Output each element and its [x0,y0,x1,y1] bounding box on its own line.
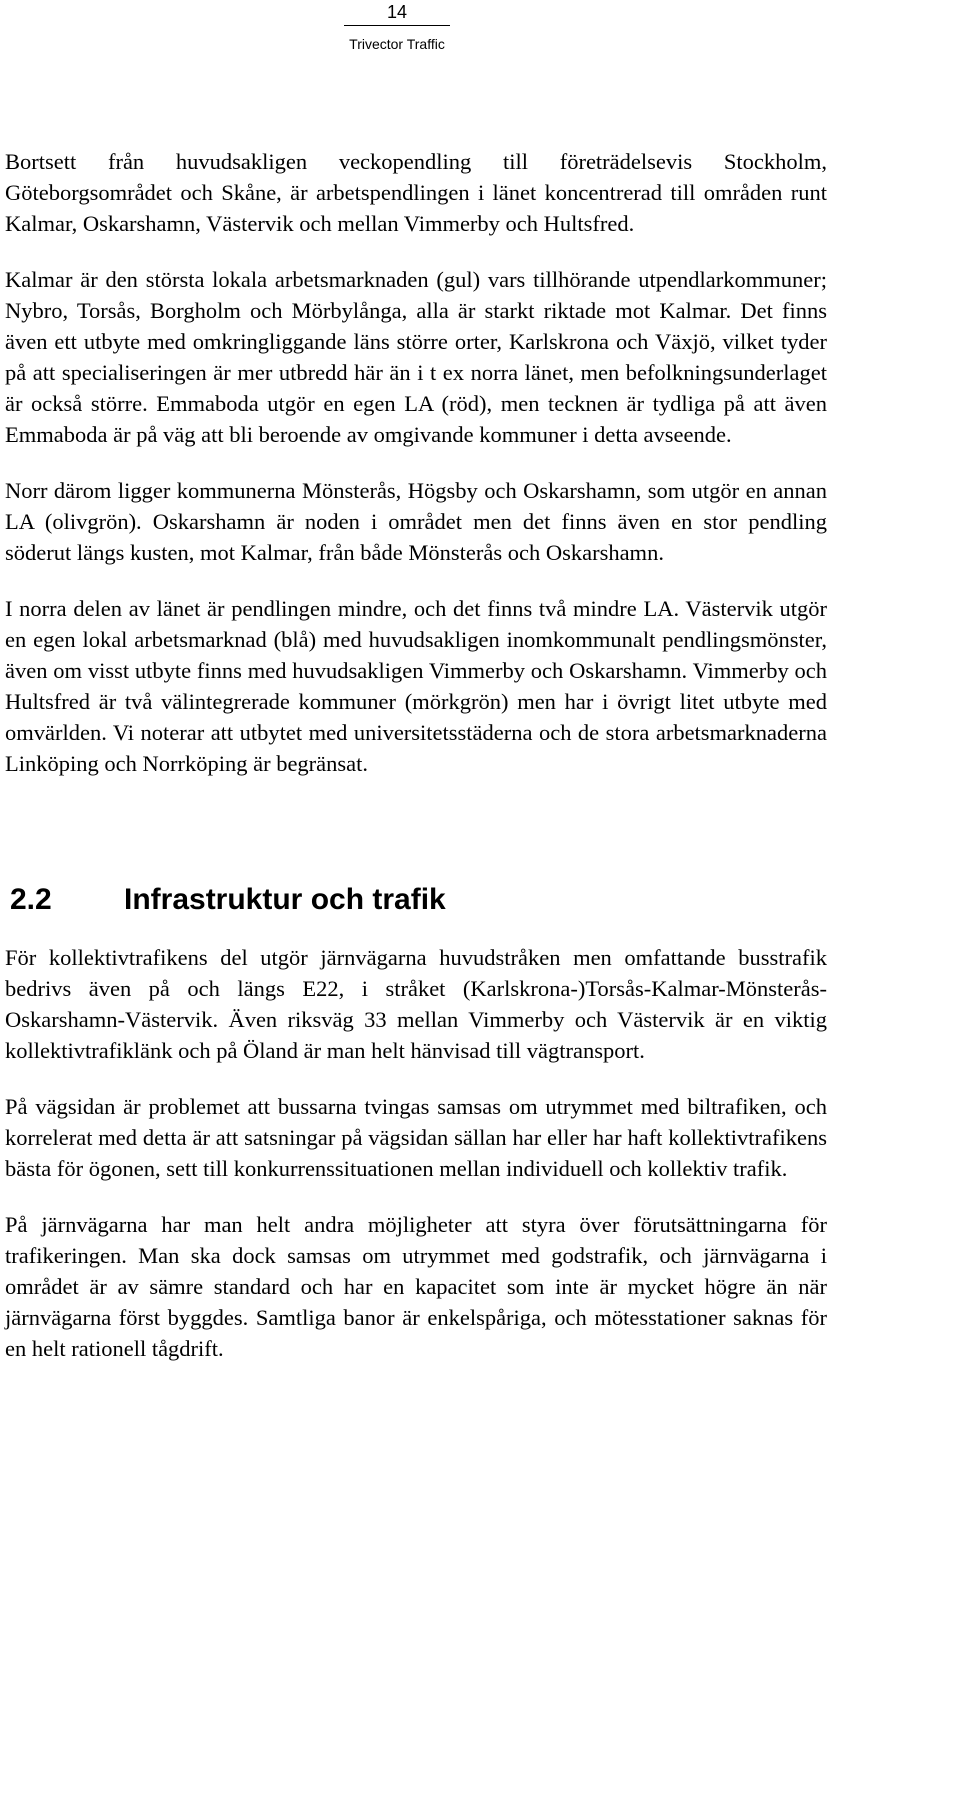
header-rule [344,25,450,26]
paragraph: Kalmar är den största lokala arbetsmarknaden (gul) vars tillhörande utpendlarkommuner; Nybro, Torsås, Borgholm och Mörbylånga, alla är starkt riktade mot Kalmar. Det finns även ett utbyte med omkringliggande läns större orter, Karlskrona och Växjö, vilket tyder på att specialiseringen är mer utbredd här än i t ex norra länet, men befolkningsunderlaget är också större. Emmaboda utgör en egen LA (röd), men tecknen är tydliga på att även Emmaboda är på väg att bli beroende av omgivande kommuner i detta avseende. [5,267,827,447]
running-title: Trivector Traffic [349,36,445,52]
document-body [5,146,827,1389]
section-number: 2.2 [10,883,52,916]
section-title: Infrastruktur och trafik [124,883,446,916]
paragraph: På vägsidan är problemet att bussarna tvingas samsas om utrymmet med biltrafiken, och korrelerat med detta är att satsningar på vägsidan sällan har eller har haft kollektivtrafikens bästa för ögonen, sett till konkurrenssituationen mellan individuell och kollektiv trafik. [5,1094,827,1181]
section-heading [5,880,827,920]
paragraph: För kollektivtrafikens del utgör järnvägarna huvudstråken men omfattande busstrafik bedrivs även på och längs E22, i stråket (Karlskrona-)Torsås-Kalmar-Mönsterås-Oskarshamn-Västervik. Även riksväg 33 mellan Vimmerby och Västervik är en viktig kollektivtrafiklänk och på Öland är man helt hänvisad till vägtransport. [5,945,827,1063]
paragraph: Bortsett från huvudsakligen veckopendling till företrädelsevis Stockholm, Göteborgsområdet och Skåne, är arbetspendlingen i länet koncentrerad till områden runt Kalmar, Oskarshamn, Västervik och mellan Vimmerby och Hultsfred. [5,149,827,236]
paragraph: I norra delen av länet är pendlingen mindre, och det finns två mindre LA. Västervik utgör en egen lokal arbetsmarknad (blå) med huvudsakligen inomkommunalt pendlingsmönster, även om visst utbyte finns med huvudsakligen Vimmerby och Oskarshamn. Vimmerby och Hultsfred är två välintegrerade kommuner (mörkgrön) men har i övrigt litet utbyte med omvärlden. Vi noterar att utbytet med universitetsstäderna och de stora arbetsmarknaderna Linköping och Norrköping är begränsat. [5,596,827,776]
page-number: 14 [386,2,408,22]
page-header [0,0,960,70]
paragraph: Norr därom ligger kommunerna Mönsterås, Högsby och Oskarshamn, som utgör en annan LA (olivgrön). Oskarshamn är noden i området men det finns även en stor pendling söderut längs kusten, mot Kalmar, från både Mönsterås och Oskarshamn. [5,478,827,565]
paragraph: På järnvägarna har man helt andra möjligheter att styra över förutsättningarna för trafikeringen. Man ska dock samsas om utrymmet med godstrafik, och järnvägarna i området är av sämre standard och har en kapacitet som inte är mycket högre än när järnvägarna först byggdes. Samtliga banor är enkelspåriga, och mötesstationer saknas för en helt rationell tågdrift. [5,1212,827,1361]
